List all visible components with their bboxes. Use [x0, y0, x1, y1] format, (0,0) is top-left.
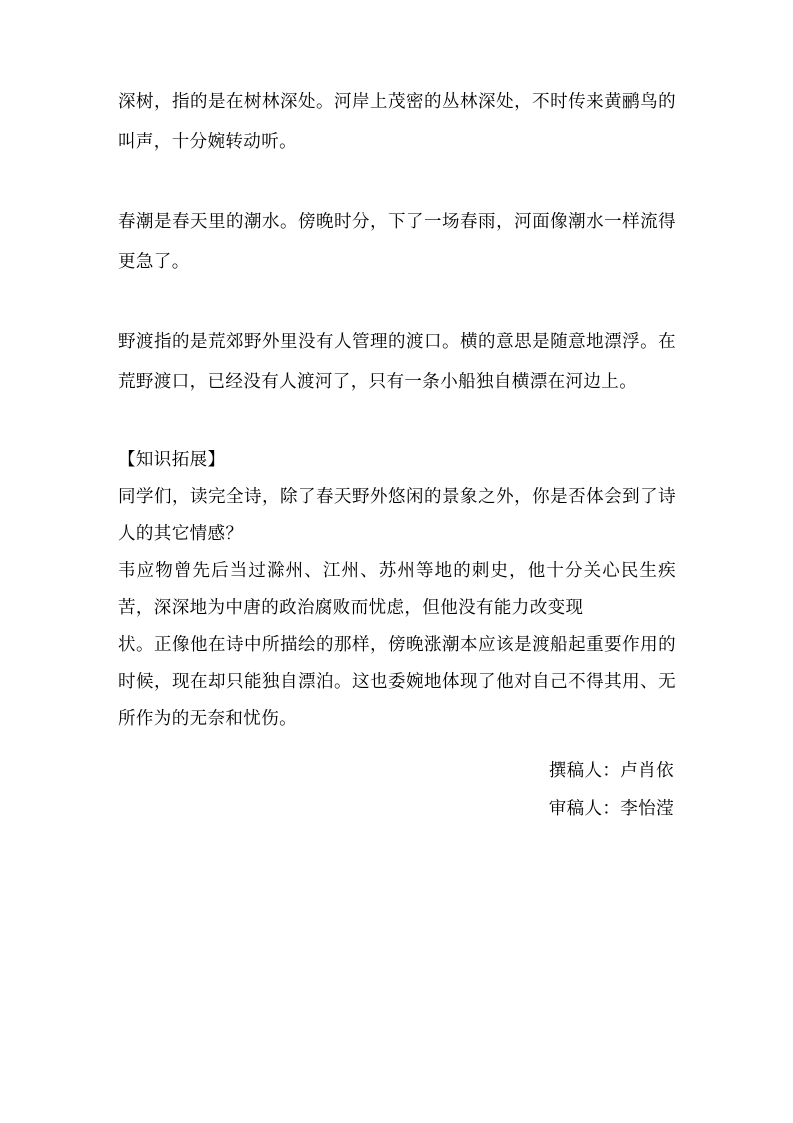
signoff-reviewer: 审稿人：李怡滢: [548, 799, 674, 819]
paragraph-spring-tide: 春潮是春天里的潮水。傍晚时分，下了一场春雨，河面像潮水一样流得更急了。: [118, 212, 676, 272]
document-body: [118, 82, 676, 828]
paragraph-background-2: 状。正像他在诗中所描绘的那样，傍晚涨潮本应该是渡船起重要作用的时候，现在却只能独自漂泊。这也委婉地体现了他对自己不得其用、无所作为的无奈和忧伤。: [118, 635, 676, 729]
signoff-block: [118, 752, 676, 828]
section-title-knowledge-extension: 【知识拓展】: [118, 450, 226, 470]
paragraph-wild-ferry: 野渡指的是荒郊野外里没有人管理的渡口。横的意思是随意地漂浮。在荒野渡口，已经没有人渡河了，只有一条小船独自横漂在河边上。: [118, 332, 676, 392]
paragraph-question: 同学们，读完全诗，除了春天野外悠闲的景象之外，你是否体会到了诗人的其它情感？: [118, 487, 676, 544]
paragraph-background-1: 韦应物曾先后当过滁州、江州、苏州等地的刺史，他十分关心民生疾苦，深深地为中唐的政治腐败而忧虑，但他没有能力改变现: [118, 561, 676, 618]
paragraph-spacer: [118, 162, 676, 202]
signoff-author: 撰稿人：卢肖依: [548, 761, 674, 781]
paragraph-deep-trees: 深树，指的是在树林深处。河岸上茂密的丛林深处，不时传来黄鹂鸟的叫声，十分婉转动听。: [118, 92, 676, 152]
paragraph-spacer: [118, 402, 676, 442]
paragraph-spacer: [118, 282, 676, 322]
